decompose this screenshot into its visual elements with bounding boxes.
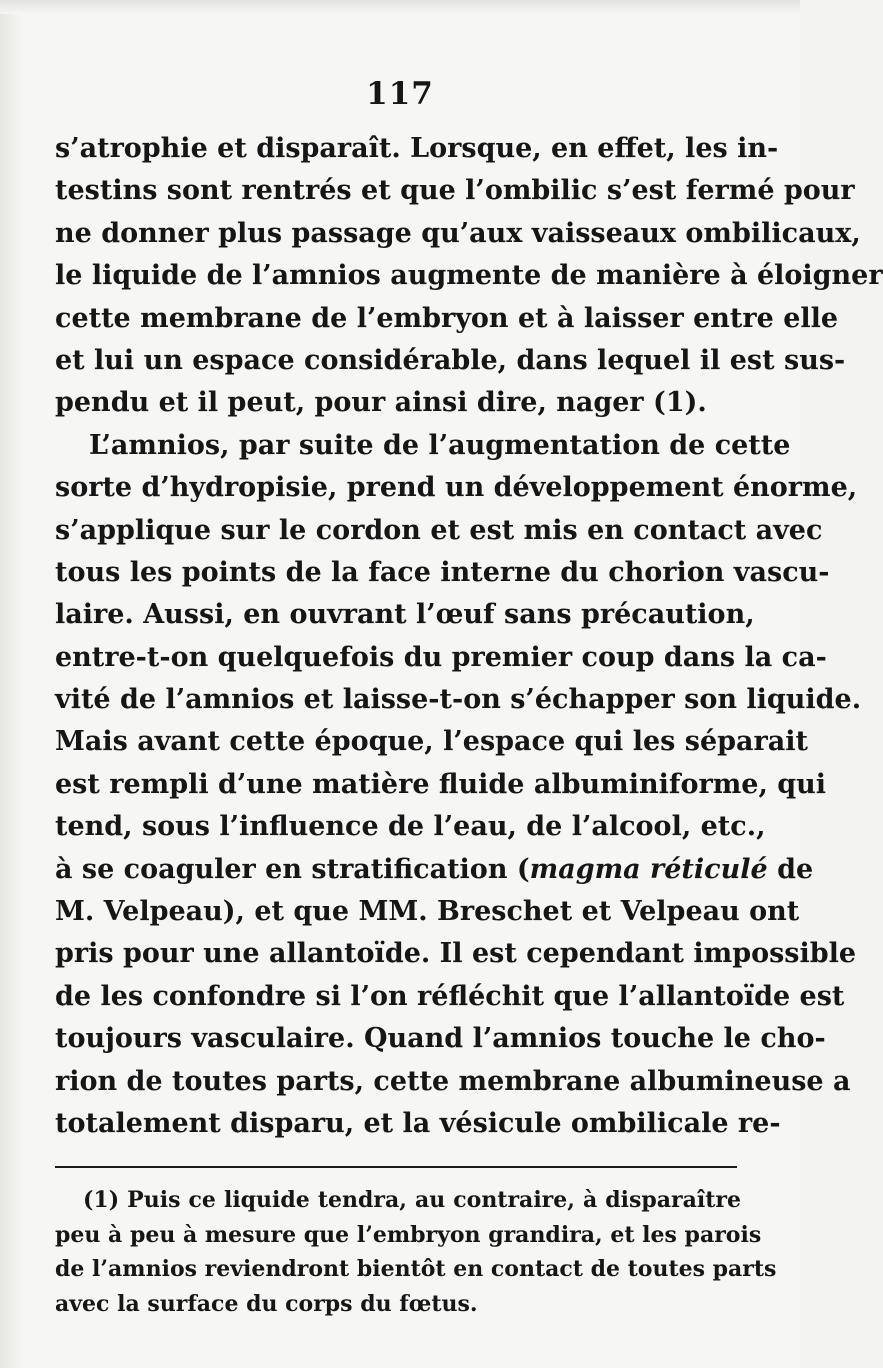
page-number: 117 — [366, 76, 434, 112]
text-line: pris pour une allantoïde. Il est cependant impossible — [55, 938, 857, 970]
paragraph-start-line: L’amnios, par suite de l’augmentation de cette — [89, 429, 791, 461]
line-end: de — [767, 853, 814, 885]
text-line: cette membrane de l’embryon et à laisser entre elle — [55, 302, 839, 334]
text-line: de les confondre si l’on réfléchit que l’allantoïde est — [55, 980, 845, 1012]
text-line: et lui un espace considérable, dans lequel il est sus- — [55, 344, 846, 376]
text-line: totalement disparu, et la vésicule ombilicale re- — [55, 1107, 781, 1139]
text-line: s’applique sur le cordon et est mis en contact avec — [55, 514, 823, 546]
text-line: rion de toutes parts, cette membrane albumineuse a — [55, 1065, 851, 1097]
footnote-separator — [55, 1166, 737, 1168]
line-start: à se coaguler en stratification ( — [55, 853, 530, 885]
text-line: Mais avant cette époque, l’espace qui les séparait — [55, 726, 808, 758]
footnote-line: de l’amnios reviendront bientôt en contact de toutes parts — [55, 1256, 777, 1282]
text-line: tend, sous l’influence de l’eau, de l’alcool, etc., — [55, 811, 766, 843]
footnote-line: (1) Puis ce liquide tendra, au contraire, à disparaître — [83, 1187, 741, 1213]
text-line: sorte d’hydropisie, prend un développement énorme, — [55, 472, 858, 504]
text-line: entre-t-on quelquefois du premier coup dans la ca- — [55, 641, 827, 673]
text-line-with-italic — [55, 849, 814, 891]
footnote-line: avec la surface du corps du fœtus. — [55, 1290, 478, 1317]
text-line: ne donner plus passage qu’aux vaisseaux ombilicaux, — [55, 217, 861, 249]
text-line: vité de l’amnios et laisse-t-on s’échapper son liquide. — [55, 684, 862, 716]
text-line: M. Velpeau), et que MM. Breschet et Velpeau ont — [55, 896, 800, 928]
text-line: le liquide de l’amnios augmente de manière à éloigner — [55, 260, 883, 292]
body-text — [55, 128, 883, 1145]
paragraph-end-line: pendu et il peut, pour ainsi dire, nager (1). — [55, 387, 707, 419]
text-line: laire. Aussi, en ouvrant l’œuf sans précaution, — [55, 599, 755, 631]
page-gutter-shadow — [0, 0, 22, 1368]
text-line: toujours vasculaire. Quand l’amnios touche le cho- — [55, 1023, 826, 1055]
text-line: s’atrophie et disparaît. Lorsque, en effet, les in- — [55, 133, 779, 164]
footnote — [55, 1183, 777, 1321]
page-top-shadow — [0, 0, 800, 14]
italic-term: magma réticulé — [529, 853, 768, 885]
text-line: tous les points de la face interne du chorion vascu- — [55, 556, 830, 588]
text-line: est rempli d’une matière fluide albuminiforme, qui — [55, 768, 827, 800]
footnote-line: peu à peu à mesure que l’embryon grandira, et les parois — [55, 1221, 762, 1248]
text-line: testins sont rentrés et que l’ombilic s’est fermé pour — [55, 175, 855, 207]
